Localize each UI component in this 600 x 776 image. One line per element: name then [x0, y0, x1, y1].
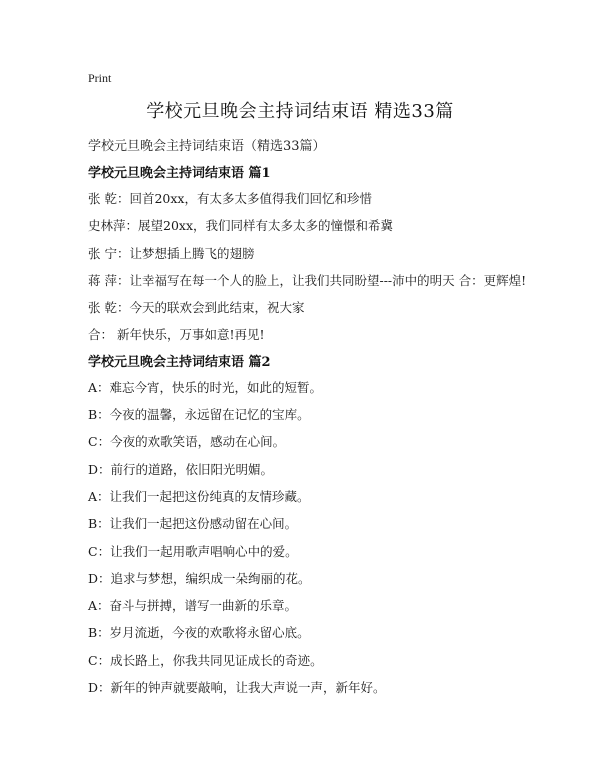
- script-line: A：奋斗与拼搏，谱写一曲新的乐章。: [88, 598, 298, 614]
- script-line: A：难忘今宵，快乐的时光，如此的短暂。: [88, 379, 323, 395]
- script-line: 蒋 萍：让幸福写在每一个人的脸上，让我们共同盼望---沛中的明天 合：更辉煌!: [88, 272, 527, 288]
- script-line: 史林萍：展望20xx，我们同样有太多太多的憧憬和希冀: [88, 218, 394, 234]
- script-line: 张 乾：今天的联欢会到此结束，祝大家: [88, 300, 305, 316]
- script-line: A：让我们一起把这份纯真的友情珍藏。: [88, 488, 310, 504]
- script-line: B：今夜的温馨，永远留在记忆的宝库。: [88, 407, 310, 423]
- script-line: B：岁月流逝，今夜的欢歌将永留心底。: [88, 625, 310, 641]
- script-line: 张 乾：回首20xx，有太多太多值得我们回忆和珍惜: [88, 191, 372, 206]
- script-line: B：让我们一起把这份感动留在心间。: [88, 516, 298, 532]
- script-line: 张 宁：让梦想插上腾飞的翅膀: [88, 245, 255, 261]
- script-line: D：追求与梦想，编织成一朵绚丽的花。: [88, 570, 311, 586]
- script-line: C：让我们一起用歌声唱响心中的爱。: [88, 543, 298, 559]
- script-line: 合： 新年快乐，万事如意!再见!: [88, 327, 265, 343]
- script-line: C：成长路上，你我共同见证成长的奇迹。: [88, 652, 323, 668]
- script-line: C：今夜的欢歌笑语，感动在心间。: [88, 434, 286, 450]
- document-title: 学校元旦晚会主持词结束语 精选33篇: [146, 101, 454, 122]
- section-heading: 学校元旦晚会主持词结束语 篇1: [88, 166, 271, 181]
- document-subtitle: 学校元旦晚会主持词结束语（精选33篇）: [88, 139, 326, 154]
- section-2: [88, 354, 512, 697]
- print-link[interactable]: Print: [88, 71, 112, 85]
- script-line: D：前行的道路，依旧阳光明媚。: [88, 461, 274, 477]
- section-1: [88, 165, 527, 344]
- script-line: D：新年的钟声就要敲响，让我大声说一声，新年好。: [88, 680, 386, 696]
- section-heading: 学校元旦晚会主持词结束语 篇2: [88, 354, 271, 370]
